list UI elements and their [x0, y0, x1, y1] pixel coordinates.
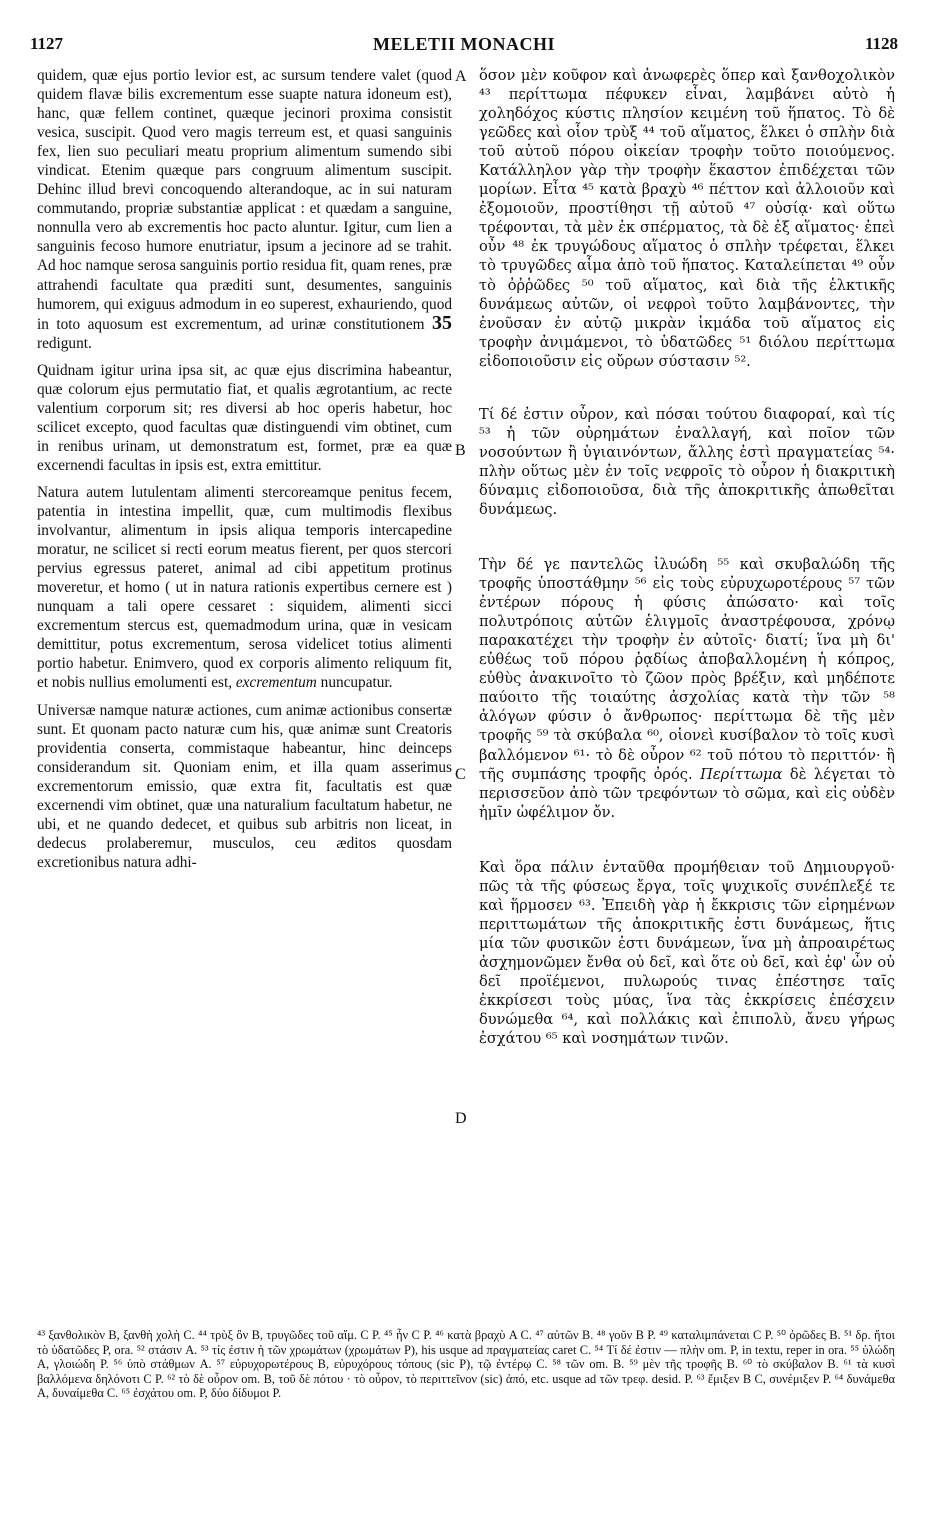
left-page-number: 1127 [30, 34, 64, 53]
section-marker-c: C [455, 766, 466, 783]
running-title: MELETII MONACHI [372, 34, 555, 54]
latin-paragraph-4: Universæ namque naturæ actiones, cum animæ actionibus consertæ sunt. Et quonam pacto naturæ cum his, quæ animæ sunt Creatoris providentia conserta, commistaque habeantur, hinc deinceps considerandum sit. Quoniam enim, et illa quam asserimus excrementorum emissio, quæ extra fit, facultatis est quæ excernendi vim obtinet, quæ una naturalium facultatum habetur, ne ubi, et ne quando dedecet, et quibus sub arbitris non liceat, in dedecus prolaberemur, musculos, ceu æditos quosdam excretionibus natura adhi- [37, 701, 452, 871]
greek-spacer-3 [479, 822, 895, 858]
column-number-35: 35 [432, 311, 453, 334]
latin-paragraph-3 [37, 483, 452, 693]
greek-spacer-1 [479, 371, 895, 405]
page-header [30, 34, 898, 58]
greek-paragraph-3-text: Τὴν δέ γε παντελῶς ἰλυώδη ⁵⁵ καὶ σκυβαλώδη τῆς τροφῆς ὑποστάθμην ⁵⁶ εἰς τοὺς εὐρυχωροτέρους ⁵⁷ τῶν ἐντέρων πόρους ἡ φύσις ἀπώσατο· καὶ τοῖς πολυτρόποις αὐτῶν ἑλιγμοῖς ἀναστρέφουσα, χρόνῳ παρακατέχει τὴν τροφὴν ἐν αὐτοῖς· διατί; ἵνα μὴ δι' εὐθέως τοῦ πόρου ῥᾳδίως ἀποβαλλομένη ἡ κόπρος, εὐθὺς ἀνακινοῖτο τὸ ζῶον πρὸς βρέξιν, καὶ μηδέποτε παύοιτο τῆς τοιαύτης ἀσχολίας κατὰ τὴν τῶν ⁵⁸ ἀλόγων φύσιν ὁ ἄνθρωπος· περίττωμα δὲ τῆς μὲν τροφῆς ⁵⁹ τὰ σκύβαλα ⁶⁰, οἱονεὶ κυσίβαλον τὸ τοῖς κυσὶ βαλλόμενον ⁶¹· τὸ δὲ οὖρον ⁶² τοῦ πότου τὸ περιττόν· ἢ τῆς συμπάσης τροφῆς ὀρός. [479, 556, 895, 783]
greek-paragraph-3-end: δὲ λέγεται τὸ περισσεῦον ἀπὸ τῶν τρεφόντων τὸ σῶμα, καὶ εἰς οὐδὲν ἡμῖν ὠφέλιμον ὄν. [479, 765, 896, 821]
right-page-number: 1128 [864, 34, 898, 53]
latin-paragraph-1-end: redigunt. [37, 334, 92, 352]
greek-paragraph-1: ὅσον μὲν κοῦφον καὶ ἀνωφερὲς ὅπερ καὶ ξανθοχολικὸν ⁴³ περίττωμα πέφυκεν εἶναι, λαμβάνει αὐτὸ ἡ χοληδόχος κύστις πλησίον κειμένη τοῦ ἥπατος. Τὸ δὲ γεῶδες καὶ οἷον τρὺξ ⁴⁴ τοῦ αἵματος, ἕλκει ὁ σπλὴν διὰ τοῦ αὐτοῦ πόρου οἰκείαν τροφὴν τοῦτο ποιούμενος. Κατάλληλον γὰρ τὴν τροφὴν ἕκαστον ἐπιδέχεται τῶν μορίων. Εἶτα ⁴⁵ κατὰ βραχὺ ⁴⁶ πέττον καὶ ἀλλοιοῦν καὶ ἐξομοιοῦν, προστίθησι τῇ αὐτοῦ ⁴⁷ οὐσίᾳ· καὶ οὕτω τρέφονται, τὰ μὲν ἐκ σπέρματος, τὰ δὲ ἐξ αἵματος· ἐπεὶ οὖν ⁴⁸ ἐκ τρυγώδους αἵματος ὁ σπλὴν τρέφεται, ἕλκει τὸ τρυγῶδες αἷμα ἀπὸ τοῦ ἥπατος. Καταλείπεται ⁴⁹ οὖν τὸ ὀῤῥῶδες ⁵⁰ τοῦ αἵματος, καὶ διὰ τῆς ἑλκτικῆς δυνάμεως αὐτῶν, οἱ νεφροὶ τοῦτο λαμβάνοντες, τὴν ἐνοῦσαν ἐν αὐτῷ μικρὰν ἰκμάδα τοῦ αἵματος εἰς τροφὴν ἀνιμάμενοι, τὸ ὑδατῶδες ⁵¹ διόλου περίττωμα εἰδοποιοῦσιν εἰς οὔρων σύστασιν ⁵². [479, 67, 895, 370]
section-marker-a: A [455, 68, 467, 85]
latin-paragraph-3-end: nuncupatur. [320, 674, 393, 692]
greek-paragraph-2: Τί δέ ἐστιν οὖρον, καὶ πόσαι τούτου διαφοραί, καὶ τίς ⁵³ ἡ τῶν οὐρημάτων ἐναλλαγή, καὶ ποῖον τῶν νοσούντων ἢ ὑγιαινόντων, ἄλλης ἐστὶ πραγματείας ⁵⁴· πλὴν οὕτως μὲν ἐν τοῖς νεφροῖς τὸ οὖρον ἡ διακριτικὴ δύναμις εἰδοποιοῦσα, διὰ τῆς ἀποκριτικῆς ἀπωθεῖται δυνάμεως. [479, 405, 895, 518]
footnotes-text: ⁴³ ξανθολικὸν B, ξανθὴ χολὴ C. ⁴⁴ τρὺξ ὂν B, τρυγῶδες τοῦ αἵμ. C P. ⁴⁵ ἦν C P. ⁴⁶ κατὰ βραχὺ A C. ⁴⁷ αὐτῶν B. ⁴⁸ γοῦν B P. ⁴⁹ καταλιμπάνεται C P. ⁵⁰ ὀρῶδες B. ⁵¹ δρ. ἤτοι τὸ ὑδατῶδες P, ora. ⁵² στάσιν A. ⁵³ τίς ἐστιν ἡ τῶν χρωμάτων (χρωμάτων P), his usque ad πραγματείας caret C. ⁵⁴ Τί δέ ἐστιν — πλὴν om. P, in textu, reper in ora. ⁵⁵ ὑλώδη A, γλοιώδη P. ⁵⁶ ὑπὸ στάθμων A. ⁵⁷ εὐρυχορωτέρους B, εὐρυχόρους τόπους (sic P), τῷ ἐντέρῳ C. ⁵⁸ τῶν om. B. ⁵⁹ μὲν τῆς τροφῆς B. ⁶⁰ τὸ σκύβαλον B. ⁶¹ τὰ κυσὶ βαλλόμενα δηλόνοτι C P. ⁶² τὸ δὲ οὖρον om. B, τοῦ δὲ πότου · τὸ οὖρον, τὸ περιττεῖνον (sic) ἀπό, etc. usque ad τῶν τρεφ. desid. P. ⁶³ ἔμιξεν B C, συνέμιξεν P. ⁶⁴ δυνάμεθα A, δυναίμεθα C. ⁶⁵ ἐσχάτου om. P, δύο δίδυμοι P. [37, 1328, 895, 1401]
section-marker-d: D [455, 1110, 467, 1127]
latin-paragraph-3-text: Natura autem lutulentam alimenti stercoreamque penitus fecem, patentia in intestina impellit, quæ, cum multimodis flexibus involvantur, alimentum in ipsis aliqua temporis intercapedine moratur, ne scilicet si recti eorum meatus fierent, per quos stercori pervius egressus pateret, animal ad cibi appetitum protinus moveretur, et homo ( ut in natura rationis expertibus cernere est ) nunquam a tali opere cessaret : siquidem, alimenti sicci excrementum stercus est, quemadmodum urina, quæ in vesicam demittitur, potus excrementum, serosa videlicet totius alimenti portio habetur. Enimvero, quod ex corporis alimento reliquum fit, et nobis nullius emolumenti est, [37, 483, 452, 692]
section-marker-b: B [455, 442, 466, 459]
greek-paragraph-3 [479, 555, 895, 822]
greek-spacer-2 [479, 519, 895, 555]
footnotes [37, 1328, 895, 1401]
greek-paragraph-4: Καὶ ὅρα πάλιν ἐνταῦθα προμήθειαν τοῦ Δημιουργοῦ· πῶς τὰ τῆς φύσεως ἔργα, τοῖς ψυχικοῖς συνέπλεξέ τε καὶ ἥρμοσεν ⁶³. Ἐπειδὴ γὰρ ἡ ἔκκρισις τῶν εἰρημένων περιττωμάτων τῆς ἀποκριτικῆς ἐστι δυνάμεως, ἥτις μία τῶν φυσικῶν ἐστι δυνάμεων, ἵνα μὴ ἀπροαιρέτως ἀσχημονῶμεν ἔνθα οὐ δεῖ, καὶ ὅτε οὐ δεῖ, καὶ ἐφ' ὧν οὐ δεῖ προϊέμενοι, πυλωρούς τινας ἐπέστησε ταῖς ἐκκρίσεσι τοὺς μύας, ἵνα τὰς ἐκκρίσεις ἐπέσχειν δυνώμεθα ⁶⁴, καὶ πολλάκις καὶ ἐπιπολὺ, ἄνευ γήρως ἐσχάτου ⁶⁵ καὶ νοσημάτων τινῶν. [479, 858, 895, 1048]
latin-paragraph-1 [37, 66, 452, 353]
greek-italic-term: Περίττωμα [700, 765, 783, 783]
greek-column [479, 66, 895, 1048]
latin-paragraph-2: Quidnam igitur urina ipsa sit, ac quæ ejus discrimina habeantur, quæ colorum ejus permutatio fiat, et qualis ægrotantium, ac recte valentium corporum sit; res diversi ab hoc operis habetur, hoc scilicet excepto, quod facultas quæ distinguendi vim obtinet, cum in renibus urinam, ut demonstratum est, formet, præ ea quæ excernendi facultas in ipsis est, extra emittitur. [37, 361, 452, 474]
latin-column [37, 66, 452, 872]
latin-italic-term: excrementum [235, 674, 317, 692]
latin-paragraph-1-text: quidem, quæ ejus portio levior est, ac sursum tendere valet (quod quidem flavæ bilis excrementum esse suapte natura idoneum est), hanc, quæ fellem continet, quæque jecinori proxima consistit vesica, suscipit. Quod vero magis terreum est, et quasi sanguinis fex, lien suo peculiari meatu proprium alimentum sumendo sibi vindicat. Etenim quæque pars congruum alimentum suscipit. Dehinc illud brevi concoquendo alterandoque, ac in sui naturam commutando, propriæ substantiæ applicat : et quædam a sanguine, nonnulla vero ab excrementis hoc pacto aluntur. Igitur, cum lien a sanguinis fecoso humore enutriatur, ipsum a jecinore ad se trahit. Ad hoc namque serosa sanguinis portio residua fit, quam renes, præ attrahendi facultate qua præditi sunt, desumentes, sanguinis humorem, qui exiguus admodum in eo superest, exhauriendo, quod in toto aquosum est excrementum, ad urinæ constitutionem [37, 67, 452, 333]
